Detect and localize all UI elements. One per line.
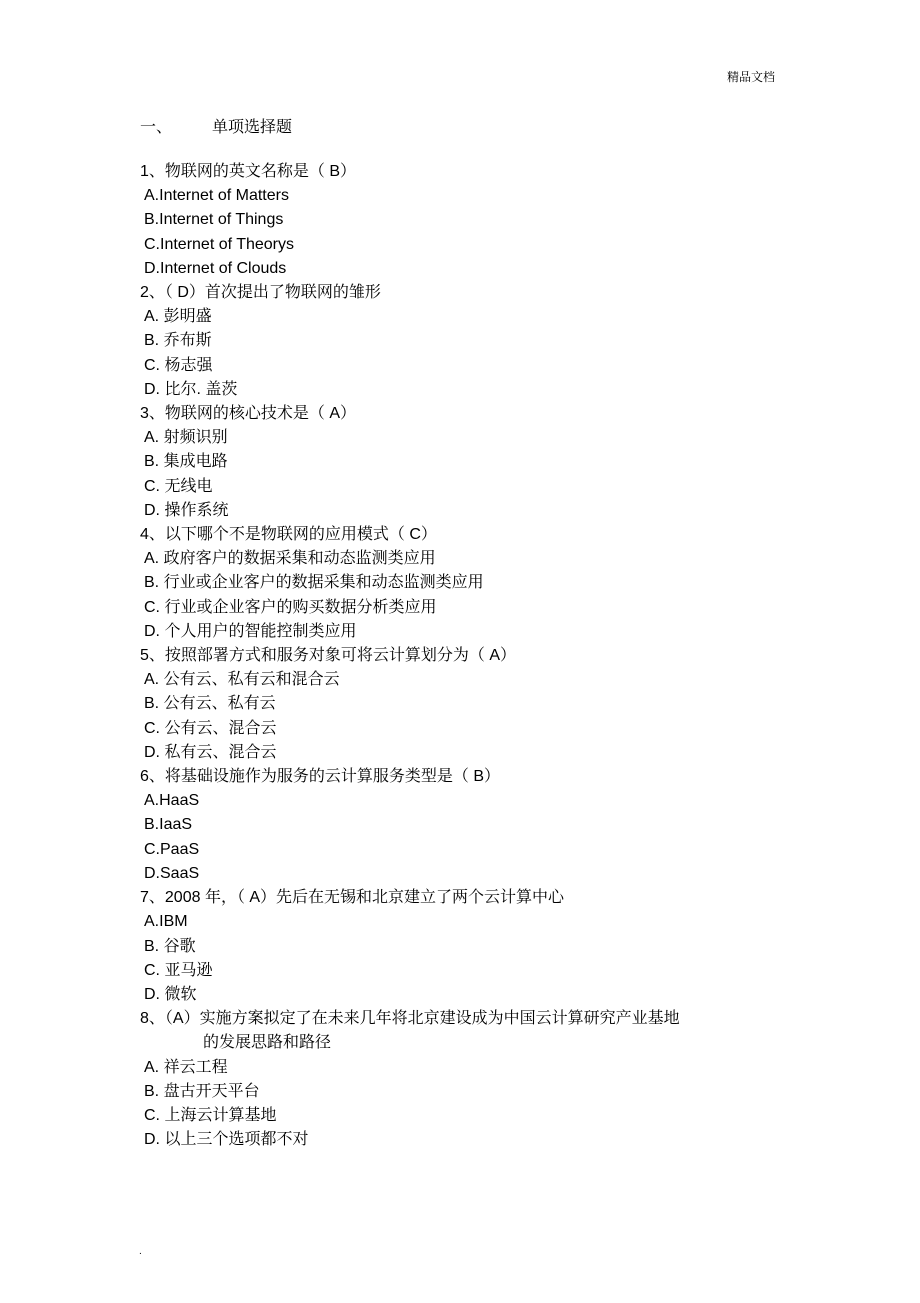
answer-option: C.Internet of Theorys [144, 235, 294, 253]
question-stem [140, 765, 840, 789]
answer-option: C. 杨志强 [144, 356, 213, 374]
answer-option: A. 祥云工程 [144, 1058, 228, 1076]
answer-option: C. 上海云计算基地 [144, 1106, 277, 1124]
answer-option: B. 谷歌 [144, 937, 196, 955]
question-stem [140, 886, 840, 910]
question-text: 6、将基础设施作为服务的云计算服务类型是（ B） [140, 768, 501, 786]
answer-option: A. 彭明盛 [144, 308, 212, 326]
answer-option: B. 行业或企业客户的数据采集和动态监测类应用 [144, 574, 484, 592]
answer-option: D. 个人用户的智能控制类应用 [144, 622, 357, 640]
answer-option: A.IBM [144, 913, 188, 931]
question-stem [140, 160, 840, 184]
question-stem [140, 523, 840, 547]
section-heading [140, 114, 292, 137]
question-text-continued: 的发展思路和路径 [203, 1034, 332, 1052]
answer-option: D. 微软 [144, 985, 197, 1003]
answer-option: B.IaaS [144, 816, 193, 834]
question-text: 7、2008 年，（ A）先后在无锡和北京建立了两个云计算中心 [140, 889, 565, 907]
answer-option: B. 乔布斯 [144, 332, 212, 350]
answer-option: D.Internet of Clouds [144, 259, 287, 277]
answer-option: A. 射频识别 [144, 429, 228, 447]
question-list [140, 160, 840, 1152]
answer-option: D. 比尔. 盖茨 [144, 380, 238, 398]
answer-option: C. 亚马逊 [144, 961, 213, 979]
answer-option: A.Internet of Matters [144, 187, 289, 205]
section-number: 一、 [140, 119, 173, 136]
question-stem [140, 281, 840, 305]
answer-option: B. 盘古开天平台 [144, 1082, 260, 1100]
page-watermark: 精品文档 [727, 70, 776, 84]
answer-option: C. 公有云、混合云 [144, 719, 277, 737]
question-stem [140, 402, 840, 426]
footer-dot: . [139, 1246, 142, 1257]
answer-option: C.PaaS [144, 840, 200, 858]
answer-option: D. 私有云、混合云 [144, 743, 277, 761]
answer-option: D. 以上三个选项都不对 [144, 1131, 309, 1149]
question-text: 1、物联网的英文名称是（ B） [140, 163, 357, 180]
question-stem [140, 644, 840, 668]
question-stem [140, 1007, 840, 1055]
answer-option: B.Internet of Things [144, 211, 284, 229]
question-text: 2、（ D）首次提出了物联网的雏形 [140, 284, 381, 302]
answer-option: C. 行业或企业客户的购买数据分析类应用 [144, 598, 437, 616]
section-title: 单项选择题 [212, 119, 293, 136]
answer-option: D.SaaS [144, 864, 200, 882]
question-text: 5、按照部署方式和服务对象可将云计算划分为（ A） [140, 647, 517, 665]
answer-option: B. 集成电路 [144, 453, 228, 471]
answer-option: A. 政府客户的数据采集和动态监测类应用 [144, 550, 436, 568]
answer-option: D. 操作系统 [144, 501, 229, 519]
question-text: 8、（A）实施方案拟定了在未来几年将北京建设成为中国云计算研究产业基地 [140, 1010, 680, 1028]
question-text: 4、以下哪个不是物联网的应用模式（ C） [140, 526, 437, 544]
answer-option: A.HaaS [144, 792, 200, 810]
question-text: 3、物联网的核心技术是（ A） [140, 405, 357, 423]
answer-option: A. 公有云、私有云和混合云 [144, 671, 340, 689]
answer-option: B. 公有云、私有云 [144, 695, 276, 713]
answer-option: C. 无线电 [144, 477, 213, 495]
